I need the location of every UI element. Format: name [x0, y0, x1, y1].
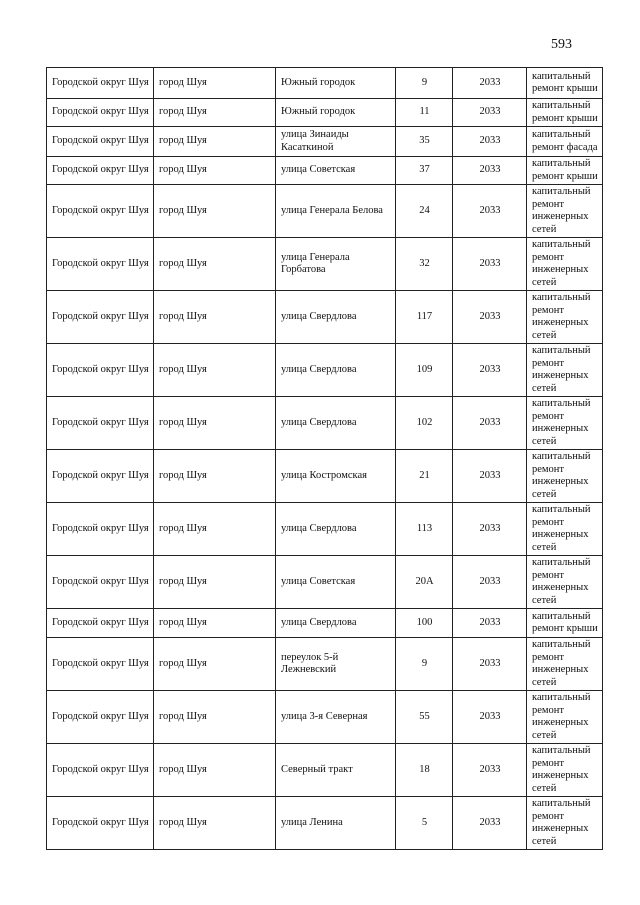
street-cell: улица Свердлова	[276, 503, 396, 556]
district-cell: Городской округ Шуя	[47, 503, 154, 556]
house-number-cell: 21	[396, 450, 453, 503]
year-cell: 2033	[453, 691, 527, 744]
district-cell: Городской округ Шуя	[47, 609, 154, 638]
district-cell: Городской округ Шуя	[47, 691, 154, 744]
street-cell: Северный тракт	[276, 744, 396, 797]
year-cell: 2033	[453, 185, 527, 238]
street-cell: Южный городок	[276, 99, 396, 127]
city-cell: город Шуя	[154, 691, 276, 744]
street-cell: улица Советская	[276, 556, 396, 609]
table-row	[47, 185, 603, 238]
work-type-cell: капитальный ремонт инженерных сетей	[527, 450, 603, 503]
city-cell: город Шуя	[154, 797, 276, 850]
year-cell: 2033	[453, 397, 527, 450]
year-cell: 2033	[453, 744, 527, 797]
house-number-cell: 55	[396, 691, 453, 744]
work-type-cell: капитальный ремонт инженерных сетей	[527, 185, 603, 238]
work-type-cell: капитальный ремонт крыши	[527, 157, 603, 185]
table-row	[47, 691, 603, 744]
year-cell: 2033	[453, 638, 527, 691]
street-cell: улица Свердлова	[276, 609, 396, 638]
page-number: 593	[551, 37, 572, 52]
district-cell: Городской округ Шуя	[47, 238, 154, 291]
district-cell: Городской округ Шуя	[47, 291, 154, 344]
district-cell: Городской округ Шуя	[47, 450, 154, 503]
table-row	[47, 157, 603, 185]
year-cell: 2033	[453, 238, 527, 291]
table-row	[47, 127, 603, 157]
work-type-cell: капитальный ремонт инженерных сетей	[527, 797, 603, 850]
work-type-cell: капитальный ремонт инженерных сетей	[527, 691, 603, 744]
table-row	[47, 744, 603, 797]
city-cell: город Шуя	[154, 638, 276, 691]
district-cell: Городской округ Шуя	[47, 99, 154, 127]
house-number-cell: 113	[396, 503, 453, 556]
city-cell: город Шуя	[154, 99, 276, 127]
house-number-cell: 109	[396, 344, 453, 397]
house-number-cell: 100	[396, 609, 453, 638]
house-number-cell: 5	[396, 797, 453, 850]
work-type-cell: капитальный ремонт крыши	[527, 68, 603, 99]
table-row	[47, 291, 603, 344]
city-cell: город Шуя	[154, 450, 276, 503]
street-cell: улица Костромская	[276, 450, 396, 503]
work-type-cell: капитальный ремонт инженерных сетей	[527, 503, 603, 556]
year-cell: 2033	[453, 556, 527, 609]
work-type-cell: капитальный ремонт крыши	[527, 609, 603, 638]
year-cell: 2033	[453, 157, 527, 185]
house-number-cell: 20А	[396, 556, 453, 609]
district-cell: Городской округ Шуя	[47, 344, 154, 397]
street-cell: Южный городок	[276, 68, 396, 99]
year-cell: 2033	[453, 450, 527, 503]
street-cell: улица Свердлова	[276, 291, 396, 344]
district-cell: Городской округ Шуя	[47, 744, 154, 797]
district-cell: Городской округ Шуя	[47, 797, 154, 850]
year-cell: 2033	[453, 127, 527, 157]
street-cell: улица Генерала Белова	[276, 185, 396, 238]
city-cell: город Шуя	[154, 185, 276, 238]
district-cell: Городской округ Шуя	[47, 556, 154, 609]
house-number-cell: 102	[396, 397, 453, 450]
work-type-cell: капитальный ремонт инженерных сетей	[527, 638, 603, 691]
city-cell: город Шуя	[154, 127, 276, 157]
city-cell: город Шуя	[154, 344, 276, 397]
house-number-cell: 117	[396, 291, 453, 344]
district-cell: Городской округ Шуя	[47, 157, 154, 185]
registry-table-body	[47, 68, 603, 850]
district-cell: Городской округ Шуя	[47, 638, 154, 691]
year-cell: 2033	[453, 344, 527, 397]
city-cell: город Шуя	[154, 556, 276, 609]
house-number-cell: 9	[396, 638, 453, 691]
work-type-cell: капитальный ремонт инженерных сетей	[527, 556, 603, 609]
house-number-cell: 24	[396, 185, 453, 238]
work-type-cell: капитальный ремонт крыши	[527, 99, 603, 127]
table-row	[47, 344, 603, 397]
city-cell: город Шуя	[154, 744, 276, 797]
registry-table	[46, 67, 603, 850]
table-row	[47, 797, 603, 850]
year-cell: 2033	[453, 503, 527, 556]
table-row	[47, 68, 603, 99]
year-cell: 2033	[453, 797, 527, 850]
table-row	[47, 450, 603, 503]
work-type-cell: капитальный ремонт инженерных сетей	[527, 291, 603, 344]
work-type-cell: капитальный ремонт инженерных сетей	[527, 744, 603, 797]
street-cell: улица 3-я Северная	[276, 691, 396, 744]
district-cell: Городской округ Шуя	[47, 397, 154, 450]
city-cell: город Шуя	[154, 68, 276, 99]
street-cell: переулок 5-й Лежневский	[276, 638, 396, 691]
work-type-cell: капитальный ремонт инженерных сетей	[527, 397, 603, 450]
table-row	[47, 638, 603, 691]
city-cell: город Шуя	[154, 503, 276, 556]
city-cell: город Шуя	[154, 291, 276, 344]
year-cell: 2033	[453, 68, 527, 99]
year-cell: 2033	[453, 99, 527, 127]
street-cell: улица Генерала Горбатова	[276, 238, 396, 291]
table-row	[47, 99, 603, 127]
street-cell: улица Зинаиды Касаткиной	[276, 127, 396, 157]
year-cell: 2033	[453, 609, 527, 638]
street-cell: улица Ленина	[276, 797, 396, 850]
table-row	[47, 609, 603, 638]
house-number-cell: 37	[396, 157, 453, 185]
year-cell: 2033	[453, 291, 527, 344]
house-number-cell: 18	[396, 744, 453, 797]
table-row	[47, 503, 603, 556]
work-type-cell: капитальный ремонт фасада	[527, 127, 603, 157]
house-number-cell: 32	[396, 238, 453, 291]
work-type-cell: капитальный ремонт инженерных сетей	[527, 344, 603, 397]
district-cell: Городской округ Шуя	[47, 185, 154, 238]
house-number-cell: 11	[396, 99, 453, 127]
work-type-cell: капитальный ремонт инженерных сетей	[527, 238, 603, 291]
city-cell: город Шуя	[154, 238, 276, 291]
district-cell: Городской округ Шуя	[47, 68, 154, 99]
table-row	[47, 238, 603, 291]
house-number-cell: 9	[396, 68, 453, 99]
street-cell: улица Свердлова	[276, 344, 396, 397]
city-cell: город Шуя	[154, 157, 276, 185]
city-cell: город Шуя	[154, 609, 276, 638]
table-row	[47, 397, 603, 450]
city-cell: город Шуя	[154, 397, 276, 450]
table-row	[47, 556, 603, 609]
street-cell: улица Советская	[276, 157, 396, 185]
house-number-cell: 35	[396, 127, 453, 157]
district-cell: Городской округ Шуя	[47, 127, 154, 157]
street-cell: улица Свердлова	[276, 397, 396, 450]
